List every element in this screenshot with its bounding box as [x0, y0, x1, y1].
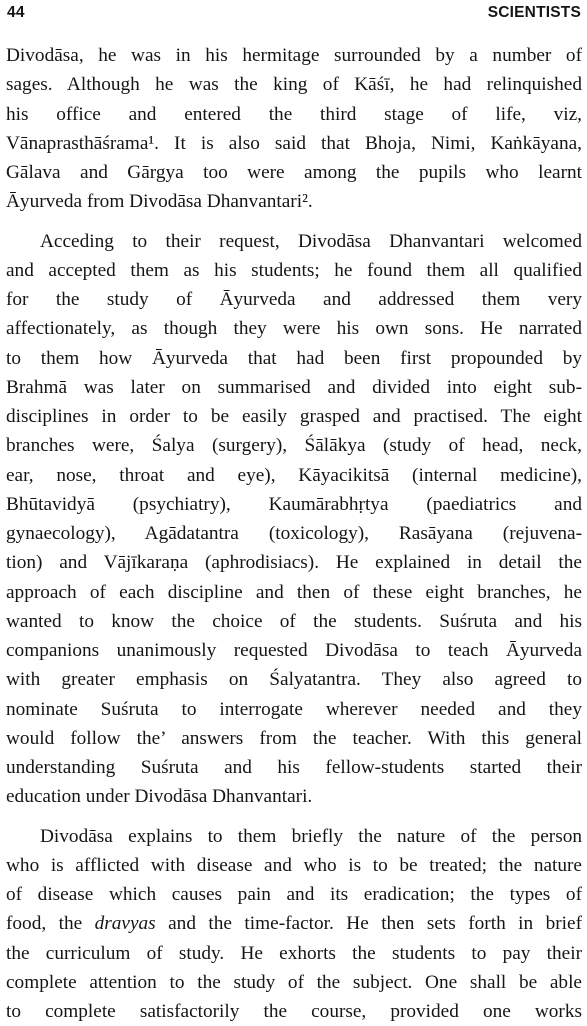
- text-line: branches were, Śalya (surgery), Śālākya (study of head, neck,: [6, 431, 582, 460]
- text-line: nominate Suśruta to interrogate wherever needed and they: [6, 695, 582, 724]
- text-line: would follow the’ answers from the teacher. With this general: [6, 724, 582, 753]
- text-line: Āyurveda from Divodāsa Dhanvantari².: [6, 187, 582, 216]
- text-line: with greater emphasis on Śalyatantra. They also agreed to: [6, 665, 582, 694]
- text-line: Divodāsa explains to them briefly the nature of the person: [6, 822, 582, 851]
- text-line: ear, nose, throat and eye), Kāyacikitsā (internal medicine),: [6, 461, 582, 490]
- text-line: Bhūtavidyā (psychiatry), Kaumārabhṛtya (paediatrics and: [6, 490, 582, 519]
- text-line: Acceding to their request, Divodāsa Dhanvantari welcomed: [6, 227, 582, 256]
- text-line: complete attention to the study of the subject. One shall be able: [6, 968, 582, 997]
- text-line: for the study of Āyurveda and addressed them very: [6, 285, 582, 314]
- paragraph-1: [6, 41, 582, 217]
- paragraph-3: [6, 822, 582, 1026]
- text-line: Gālava and Gārgya too were among the pupils who learnt: [6, 158, 582, 187]
- text-line: and accepted them as his students; he found them all qualified: [6, 256, 582, 285]
- text-line: understanding Suśruta and his fellow-students started their: [6, 753, 582, 782]
- text-line: Vānaprasthāśrama¹. It is also said that Bhoja, Nimi, Kaṅkāyana,: [6, 129, 582, 158]
- text-line: wanted to know the choice of the students. Suśruta and his: [6, 607, 582, 636]
- paragraph-2: [6, 227, 582, 812]
- text-line: the curriculum of study. He exhorts the students to pay their: [6, 939, 582, 968]
- text-line: companions unanimously requested Divodāsa to teach Āyurveda: [6, 636, 582, 665]
- text-line: tion) and Vājīkaraṇa (aphrodisiacs). He explained in detail the: [6, 548, 582, 577]
- text-line: food, the dravyas and the time-factor. He then sets forth in brief: [6, 909, 582, 938]
- text-line: Divodāsa, he was in his hermitage surrounded by a number of: [6, 41, 582, 70]
- text-line: affectionately, as though they were his own sons. He narrated: [6, 314, 582, 343]
- text-line: approach of each discipline and then of these eight branches, he: [6, 578, 582, 607]
- text-line: Brahmā was later on summarised and divided into eight sub-: [6, 373, 582, 402]
- text-line: sages. Although he was the king of Kāśī, he had relinquished: [6, 70, 582, 99]
- text-line: gynaecology), Agādatantra (toxicology), Rasāyana (rejuvena-: [6, 519, 582, 548]
- text-line: education under Divodāsa Dhanvantari.: [6, 782, 582, 811]
- text-line: to complete satisfactorily the course, provided one works: [6, 997, 582, 1026]
- text-line: disciplines in order to be easily grasped and practised. The eight: [6, 402, 582, 431]
- text-line: of disease which causes pain and its eradication; the types of: [6, 880, 582, 909]
- text-line: to them how Āyurveda that had been first propounded by: [6, 344, 582, 373]
- running-header: [6, 4, 582, 34]
- running-title: SCIENTISTS: [488, 4, 582, 22]
- text-line: his office and entered the third stage of life, viz,: [6, 100, 582, 129]
- page-number: 44: [6, 4, 25, 22]
- text-line: who is afflicted with disease and who is to be treated; the nature: [6, 851, 582, 880]
